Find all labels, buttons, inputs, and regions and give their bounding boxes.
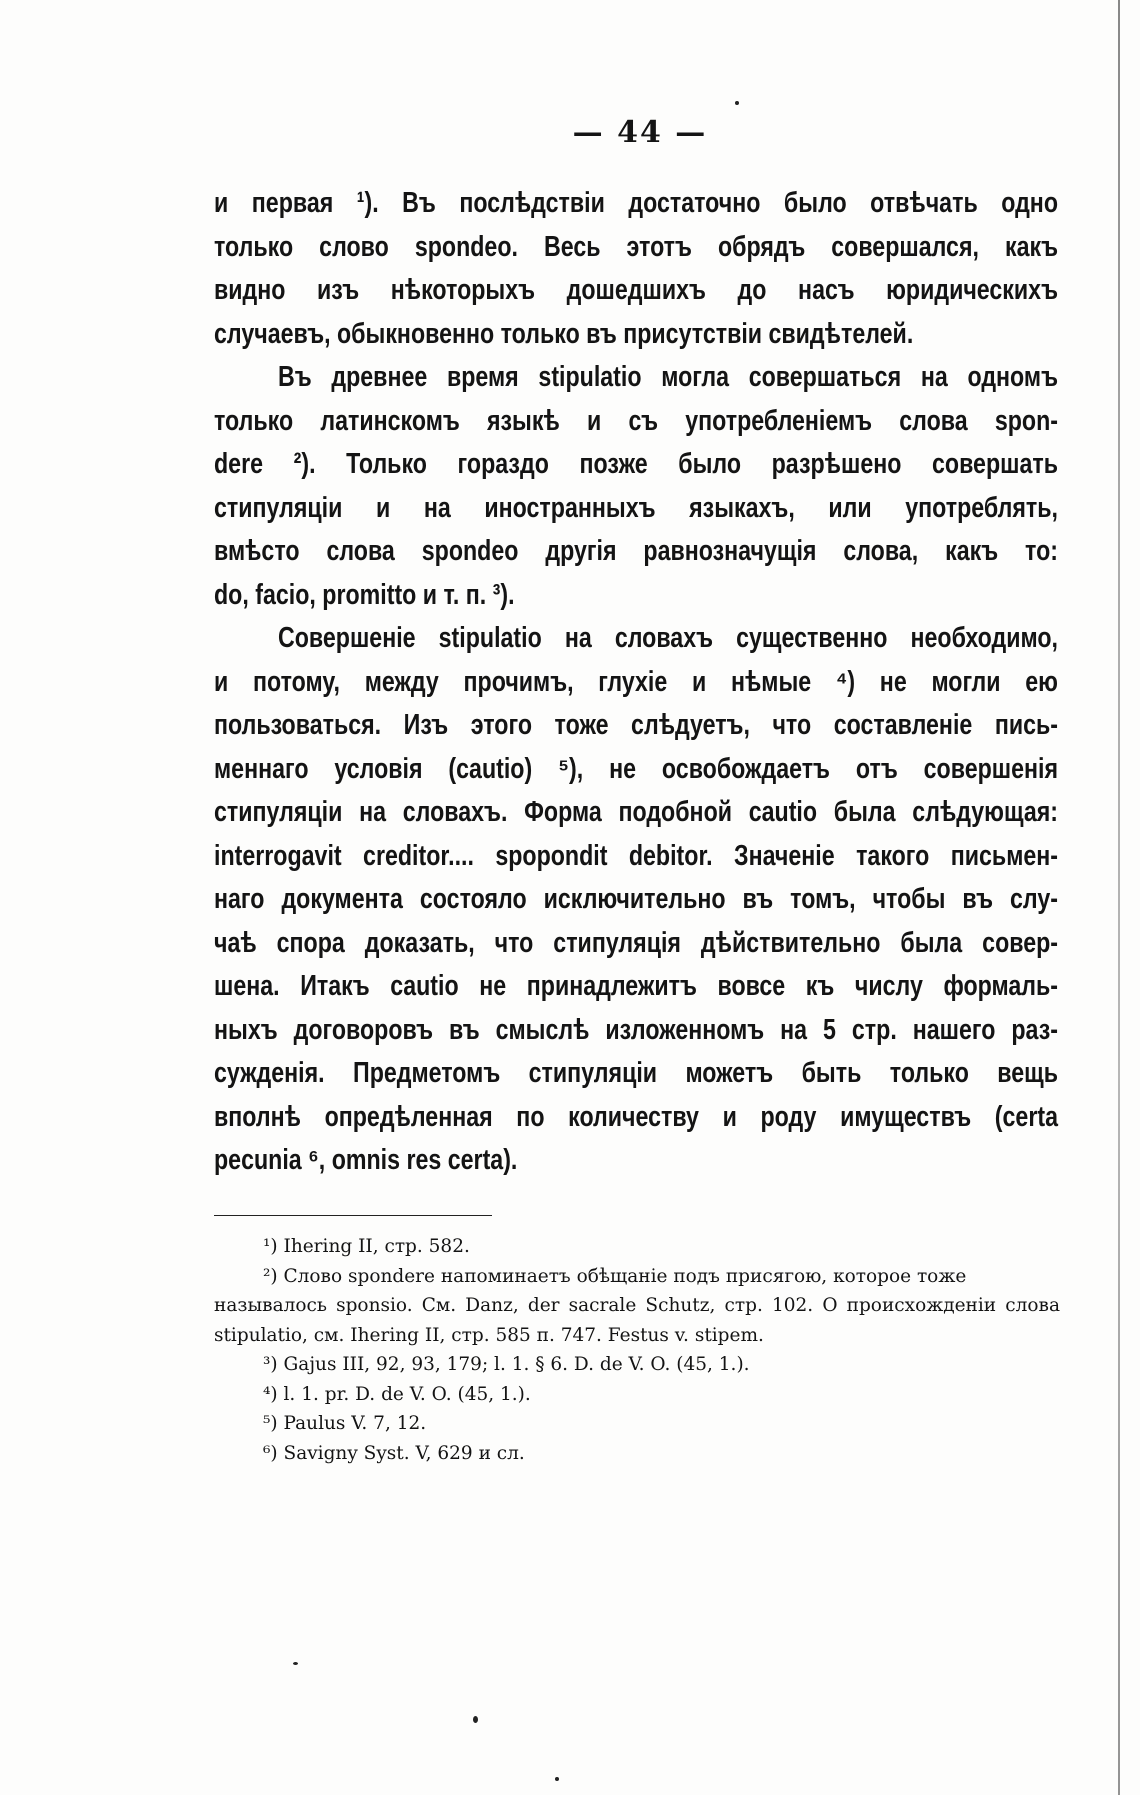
text-line: видно изъ нѣкоторыхъ дошедшихъ до насъ юридическихъ [214,274,1058,306]
text-line: только слово spondeo. Весь этотъ обрядъ совершался, какъ [214,230,1058,263]
footnote-line: называлось sponsio. См. Danz, der sacrale Schutz, стр. 102. О происхожденіи слова [214,1295,1060,1316]
text-line: вполнѣ опредѣленная по количеству и роду имуществъ (certa [214,1100,1058,1133]
footnote-separator [214,1215,492,1216]
footnotes [214,1232,1060,1468]
text-line: случаевъ, обыкновенно только въ присутствіи свидѣтелей. [214,317,914,350]
print-speck [735,101,739,105]
text-line: наго документа состояло исключительно въ томъ, чтобы въ слу- [214,883,1058,915]
print-speck [473,1716,478,1723]
text-line: шена. Итакъ cautio не принадлежитъ вовсе къ числу формаль- [214,970,1058,1002]
footnote-line: stipulatio, см. Ihering II, стр. 585 п. 747. Festus v. stipem. [214,1324,764,1346]
print-speck [555,1777,559,1781]
text-line: interrogavit creditor.... spopondit debitor. Значеніе такого письмен- [214,839,1058,872]
text-line: вмѣсто слова spondeo другія равнозначущія слова, какъ то: [214,535,1058,567]
page-number: — 44 — [572,115,708,150]
text-line: dere ²). Только гораздо позже было разрѣшено совершать [214,448,1058,480]
text-line: Въ древнее время stipulatio могла совершаться на одномъ [278,361,1058,393]
text-line: и первая ¹). Въ послѣдствіи достаточно было отвѣчать одно [214,187,1058,219]
text-line: сужденія. Предметомъ стипуляціи можетъ быть только вещь [214,1057,1058,1089]
footnote-line: ²) Слово spondere напоминаетъ обѣщаніе подъ присягою, которое тоже [263,1265,967,1287]
text-line: ныхъ договоровъ въ смыслѣ изложенномъ на 5 стр. нашего раз- [214,1013,1058,1046]
text-line: только латинскомъ языкѣ и съ употребленіемъ слова spon- [214,404,1058,437]
page-edge-shadow [1118,0,1120,1795]
footnote-line: ¹) Ihering II, стр. 582. [263,1236,470,1257]
text-line: и потому, между прочимъ, глухіе и нѣмые ⁴) не могли ею [214,665,1058,698]
main-text [214,182,1058,1183]
text-line: do, facio, promitto и т. п. ³). [214,578,515,611]
print-speck [293,1662,298,1665]
text-line: pecunia ⁶, omnis res certa). [214,1144,518,1176]
text-line: пользоваться. Изъ этого тоже слѣдуетъ, что составленіе пись- [214,709,1058,741]
footnote-line: ⁵) Paulus V. 7, 12. [263,1413,427,1434]
text-line: чаѣ спора доказать, что стипуляція дѣйствительно была совер- [214,926,1058,959]
text-line: меннаго условія (cautio) ⁵), не освобождаетъ отъ совершенія [214,752,1058,785]
footnote-line: ⁴) l. 1. pr. D. de V. O. (45, 1.). [263,1383,531,1405]
text-line: стипуляціи и на иностранныхъ языкахъ, или употреблять, [214,491,1058,524]
text-line: стипуляціи на словахъ. Форма подобной cautio была слѣдующая: [214,796,1058,828]
footnote-line: ³) Gajus III, 92, 93, 179; l. 1. § 6. D. de V. O. (45, 1.). [263,1354,750,1375]
footnote-line: ⁶) Savigny Syst. V, 629 и сл. [263,1442,525,1464]
text-line: Совершеніе stipulatio на словахъ существенно необходимо, [278,622,1058,654]
